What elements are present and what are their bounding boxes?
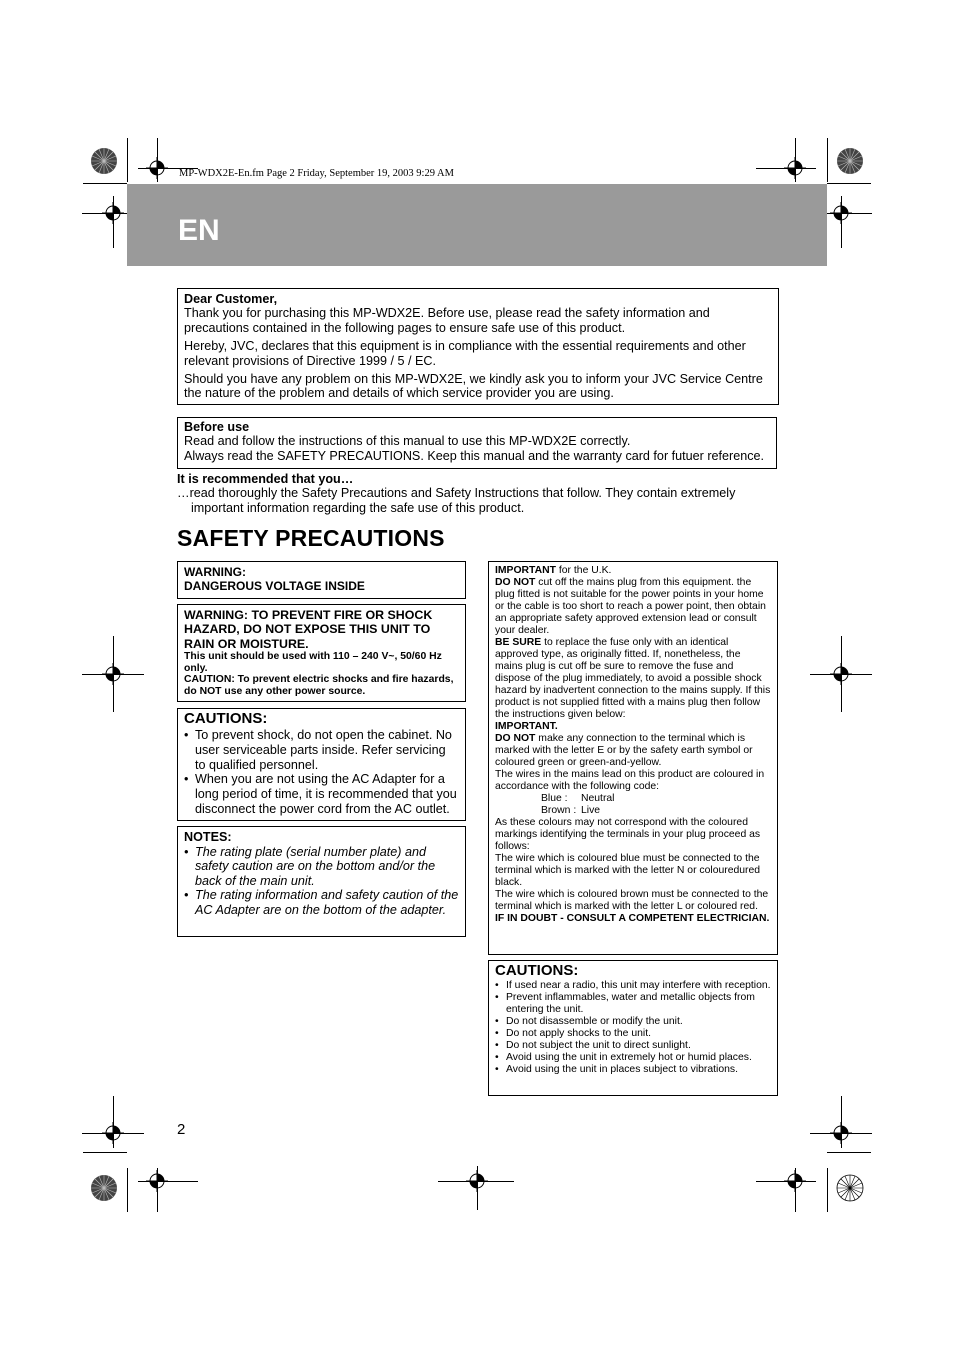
wire-code-blue	[495, 793, 771, 805]
list-item: • Do not apply shocks to the unit.	[495, 1028, 771, 1040]
language-banner	[127, 184, 827, 266]
uk-important-rest: for the U.K.	[556, 565, 612, 576]
wire-code-value: Neutral	[581, 793, 615, 804]
registration-mark-icon	[146, 157, 168, 179]
before-use-heading: Before use	[184, 420, 250, 434]
registration-mark-icon	[830, 1122, 852, 1144]
uk-donot-rest: cut off the mains plug from this equipment. the plug fitted is not suitable for the power points in your home or the cable is too short to reach a power point, then obtain an appropriate safety approved extension lead or consult your dealer.	[495, 577, 766, 636]
uk-donot2-rest: make any connection to the terminal which is marked with the letter E or by the safety earth symbol or coloured green or green-and-yellow.	[495, 733, 753, 768]
uk-besure-label: BE SURE	[495, 637, 542, 648]
list-item: • The rating plate (serial number plate) and safety caution are on the bottom and/or the back of the main unit.	[184, 845, 459, 889]
list-item: • If used near a radio, this unit may interfere with reception.	[495, 980, 771, 992]
uk-important-2: IMPORTANT.	[495, 721, 558, 732]
cautions-box-right	[488, 960, 778, 1096]
list-item: • When you are not using the AC Adapter for a long period of time, it is recommended that you disconnect the power cord from the AC outlet.	[184, 772, 459, 816]
warning-label: WARNING:	[184, 565, 246, 579]
list-item: • Avoid using the unit in places subject to vibrations.	[495, 1064, 771, 1076]
sunburst-target-icon	[90, 147, 118, 175]
uk-donot-2	[495, 733, 771, 769]
list-item: • The rating information and safety caution of the AC Adapter are on the bottom of the adapter.	[184, 888, 459, 917]
dear-customer-paragraph: Thank you for purchasing this MP-WDX2E. Before use, please read the safety information and precautions contained in the following pages to ensure safe use of this product.	[184, 306, 710, 335]
uk-donot2-label: DO NOT	[495, 733, 536, 744]
wire-code-value: Live	[581, 805, 601, 816]
registration-mark-icon	[784, 1170, 806, 1192]
sunburst-target-icon	[836, 1174, 864, 1202]
uk-important	[495, 565, 771, 577]
notes-box	[177, 826, 466, 937]
dear-customer-paragraph: Hereby, JVC, declares that this equipment is in compliance with the essential requirements and other relevant provisions of Directive 1999 / 5 / EC.	[184, 339, 746, 368]
recommendation	[177, 472, 777, 515]
notes-heading: NOTES:	[184, 830, 232, 844]
recommendation-text: …read thoroughly the Safety Precautions and Safety Instructions that follow. They contain extremely important information regarding the safe use of this product.	[177, 486, 736, 515]
wire-code-key: Blue :	[541, 793, 568, 804]
file-header: MP-WDX2E-En.fm Page 2 Friday, September 19, 2003 9:29 AM	[179, 168, 454, 179]
banner-title: EN	[178, 214, 220, 247]
warning-text: DANGEROUS VOLTAGE INSIDE	[184, 579, 365, 593]
wire-code-brown	[495, 805, 771, 817]
registration-mark-icon	[146, 1170, 168, 1192]
uk-brown-wire: The wire which is coloured brown must be connected to the terminal which is marked with the letter L or coloured red.	[495, 889, 769, 912]
warning-voltage-box	[177, 561, 466, 599]
caution-note: CAUTION: To prevent electric shocks and fire hazards, do NOT use any other power source.	[184, 674, 454, 697]
dear-customer-paragraph: Should you have any problem on this MP-WDX2E, we kindly ask you to inform your JVC Service Centre the nature of the problem and details of which service provider you are using.	[184, 372, 763, 401]
recommendation-heading: It is recommended that you…	[177, 472, 354, 486]
list-item: • Prevent inflammables, water and metallic objects from entering the unit.	[495, 992, 771, 1016]
warning-fire-heading: WARNING: TO PREVENT FIRE OR SHOCK HAZARD, DO NOT EXPOSE THIS UNIT TO RAIN OR MOISTURE.	[184, 608, 433, 651]
registration-mark-icon	[830, 202, 852, 224]
list-item: • Do not subject the unit to direct sunlight.	[495, 1040, 771, 1052]
registration-mark-icon	[102, 663, 124, 685]
wire-code-key: Brown :	[541, 805, 577, 816]
list-item: • To prevent shock, do not open the cabinet. No user serviceable parts inside. Refer servicing to qualified personnel.	[184, 728, 459, 772]
warning-fire-box	[177, 604, 466, 702]
dear-customer-box	[177, 288, 779, 405]
uk-besure-rest: to replace the fuse only with an identical approved type, as originally fitted. If, nonetheless, the mains plug is cut off be sure to remove the fuse and dispose of the plug immediately, to avoid a possible shock hazard by inadvertent connection to the mains supply. If this product is not supplied fitted with a mains plug then follow the instructions given below:	[495, 637, 771, 720]
sunburst-target-icon	[836, 147, 864, 175]
registration-mark-icon	[830, 663, 852, 685]
cautions-heading: CAUTIONS:	[495, 962, 579, 979]
uk-blue-wire: The wire which is coloured blue must be connected to the terminal which is marked with the letter N or colouredured black.	[495, 853, 761, 888]
before-use-line: Always read the SAFETY PRECAUTIONS. Keep this manual and the warranty card for futuer reference.	[184, 448, 765, 463]
registration-mark-icon	[102, 202, 124, 224]
before-use-box	[177, 417, 777, 469]
before-use-line: Read and follow the instructions of this manual to use this MP-WDX2E correctly.	[184, 434, 631, 449]
cautions-box	[177, 708, 466, 821]
uk-important-label: IMPORTANT	[495, 565, 556, 576]
uk-donot-label: DO NOT	[495, 577, 536, 588]
cautions-heading: CAUTIONS:	[184, 710, 268, 727]
uk-plug-box	[488, 561, 778, 955]
page-title: SAFETY PRECAUTIONS	[177, 525, 445, 551]
registration-mark-icon	[466, 1170, 488, 1192]
uk-doubt: IF IN DOUBT - CONSULT A COMPETENT ELECTRICIAN.	[495, 913, 770, 924]
registration-mark-icon	[102, 1122, 124, 1144]
uk-besure	[495, 637, 771, 721]
voltage-note: This unit should be used with 110 – 240 V~, 50/60 Hz only.	[184, 651, 442, 674]
uk-as-these: As these colours may not correspond with the coloured markings identifying the terminals in your plug proceed as follows:	[495, 817, 761, 852]
registration-mark-icon	[784, 157, 806, 179]
dear-customer-heading: Dear Customer,	[184, 292, 278, 306]
uk-wires-intro: The wires in the mains lead on this product are coloured in accordance with the following code:	[495, 769, 765, 792]
uk-donot	[495, 577, 771, 637]
sunburst-target-icon	[90, 1174, 118, 1202]
page-number: 2	[177, 1121, 186, 1138]
list-item: • Avoid using the unit in extremely hot or humid places.	[495, 1052, 771, 1064]
list-item: • Do not disassemble or modify the unit.	[495, 1016, 771, 1028]
